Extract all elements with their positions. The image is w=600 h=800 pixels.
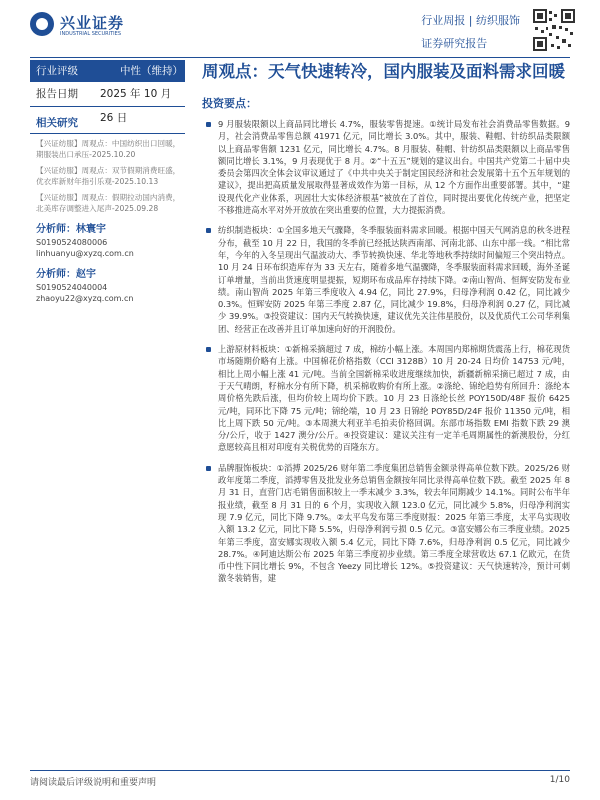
key-point-paragraph: 纺织制造板块：①全国多地天气骤降，冬季服装面料需求回暖。根据中国天气网消息的秋冬进程分布，截至 10 月 22 日，我国的冬季前已经抵达陕西南部、河南北部、山东中部一线。“相比常年，今年的入冬呈现出气温波动大、季节转换快速、华北等地秋季持续时间偏短三个突出特点。10 月 24 日环布织造库存为 33 天左右，随着多地气温骤降，冬季服装面料需求回暖，海外圣诞订单增量，当前出货速度明显提振，短期环布成品库存持续下降。②南山智尚、恒辉安防发布业绩。南山智尚 2025 年第三季度收入 4.94 亿，同比 27.9%，归母净利润 0.42 亿，同比减少 0.3%。恒辉安防 2025 年第三季度 2.87 亿，同比减少 19.8%，归母净利润 0.27 亿，同比减少 39.9%。③投资建议：国内天气转换快速，建议优先关注伟星股份，以及优质代工公司华利集团、经营正在改善并且订单加速向好的开润股份。 (202, 224, 570, 335)
logo-icon (30, 12, 54, 36)
related-research-title: 相关研究 (30, 115, 185, 134)
key-point-paragraph: 9 月服装限额以上商品同比增长 4.7%，服装零售提速。①统计局发布社会消费品零售数据。9 月，社会消费品零售总额 41971 亿元，同比增长 3.0%。其中，服装、鞋帽、针纺织品类限额以上商品零售额 1231 亿元，同比增长 4.7%。8 月服装、鞋帽、针纺织品类限额以上商品零售额同比增长 3.1%，9 月表现优于 8 月。②“十五五”规划的建议出台。中国共产党第二十届中央委员会第四次全体会议审议通过了《中共中央关于制定国民经济和社会发展第十五个五年规划的建议》，提出把高质量发展取得显著成效作为第一目标，从 12 个方面作出重要部署。其中，“建设现代化产业体系，巩固壮大实体经济根基”被放在了首位，同时提出要优化传统产业，把坚定不移推进高水平对外开放放在突出重要的位置，大力提振消费。 (202, 118, 570, 216)
analyst-email[interactable]: zhaoyu22@xyzq.com.cn (36, 294, 134, 303)
page-title: 周观点：天气快速转冷，国内服装及面料需求回暖 (202, 62, 565, 81)
rating-label: 行业评级 (36, 65, 78, 77)
report-type: 行业周报 (421, 14, 466, 27)
industry-name: 纺织服饰 (476, 14, 520, 27)
analyst-name: 分析师：赵宇 (36, 269, 96, 280)
related-research-item[interactable]: 【兴证纺服】周观点：假期拉动国内消费，北美库存调整进入尾声-2025.09.28 (36, 193, 181, 213)
page-header (0, 0, 600, 58)
report-date-value: 2025 年 10 月 26 日 (100, 88, 172, 124)
related-research-item[interactable]: 【兴证纺服】周观点：中国纺织出口回暖，期服装出口承压-2025.10.20 (36, 139, 181, 159)
company-logo (30, 12, 140, 40)
report-meta (421, 12, 520, 51)
analyst-block (30, 220, 185, 259)
footer-disclaimer: 请阅读最后评级说明和重要声明 (30, 778, 157, 788)
main-content (202, 60, 570, 593)
company-name-en: INDUSTRIAL SECURITIES (60, 31, 121, 37)
analyst-cert: S0190524040004 (36, 283, 108, 292)
report-date-label: 报告日期 (36, 88, 78, 100)
qr-code-icon (532, 8, 576, 52)
analyst-block (30, 265, 185, 304)
key-point-paragraph: 上游原材料板块：①新棉采摘超过 7 成，棉纺小幅上涨。本周国内郑棉期货震荡上行，棉花现货市场随期价略有上涨。中国棉花价格指数（CCI 3128B）10 月 20-24 日均价 14753 元/吨，相比上周小幅上涨 41 元/吨。当前全国新棉采收进度继续加快，新疆新棉采摘已超过 7 成，由于天气晴朗，籽棉水分有所下降，机采棉收购价有所上涨。②涤纶、锦纶趋势有所回升：涤纶本周价格先跌后涨，但均价较上周均价下跌。10 月 23 日涤纶长丝 POY150D/48F 报价 6425 元/吨，同环比下降 75 元/吨；锦纶端，10 月 23 日锦纶 POY85D/24F 报价 11350 元/吨，相比上周下跌 50 元/吨。③本周澳大利亚羊毛拍卖价格回调。东部市场指数 EMI 指数下跌 29 澳分/公斤，收于 1427 澳分/公斤。④投资建议：建议关注有一定羊毛周期属性的新澳股份，分红意愿较高且相对印度有关税优势的百隆东方。 (202, 343, 570, 454)
analyst-cert: S0190524080006 (36, 238, 108, 247)
analyst-name: 分析师：林寰宇 (36, 224, 106, 235)
related-research-item[interactable]: 【兴证纺服】周观点：双节假期消费旺盛，优衣库新财年指引乐观-2025.10.13 (36, 166, 181, 186)
page-number: 1/10 (549, 775, 570, 785)
related-research-list (30, 134, 185, 214)
key-point-paragraph: 品牌服饰板块：①滔搏 2025/26 财年第二季度集团总销售金额录得高单位数下跌。2025/26 财政年度第二季度，滔搏零售及批发业务总销售金额按年同比录得高单位数下跌。截至 2025 年 8 月 31 日，直营门店毛销售面积较上一季末减少 3.3%，较去年同期减少 14.1%。同时公布半年报业绩，截至 8 月 31 日的 6 个月，实现收入额 123.0 亿元，同比减少 5.8%，归母净利润实现 7.9 亿元，同比下降 9.7%。②太平鸟发布第三季度财报：2025 年第三季度，太平鸟实现收入额 13.2 亿元，同比下降 5.5%，归母净利润亏损 0.5 亿元。③富安娜公布三季度业绩。2025 年第三季度，富安娜实现收入额 5.4 亿元，同比下降 7.6%，归母净利润 0.5 亿元，同比减少 28.7%。④阿迪达斯公布 2025 年第三季度初步业绩。第三季度全球营收达 67.1 亿欧元，在货币中性下同比增长 9%，不包含 Yeezy 同比增长 12%。⑤投资建议：天气快速转冷，预计可刺激冬装销售，建 (202, 462, 570, 585)
sidebar (30, 60, 185, 780)
analyst-email[interactable]: linhuanyu@xyzq.com.cn (36, 249, 134, 258)
header-rule (30, 57, 570, 58)
divider: | (468, 14, 476, 27)
company-name-cn: 兴业证券 (60, 14, 125, 32)
report-series: 证券研究报告 (421, 37, 488, 50)
key-points-heading: 投资要点： (202, 97, 257, 110)
footer-rule (30, 770, 570, 771)
rating-bar (30, 60, 185, 82)
rating-value: 中性（维持） (120, 65, 183, 77)
